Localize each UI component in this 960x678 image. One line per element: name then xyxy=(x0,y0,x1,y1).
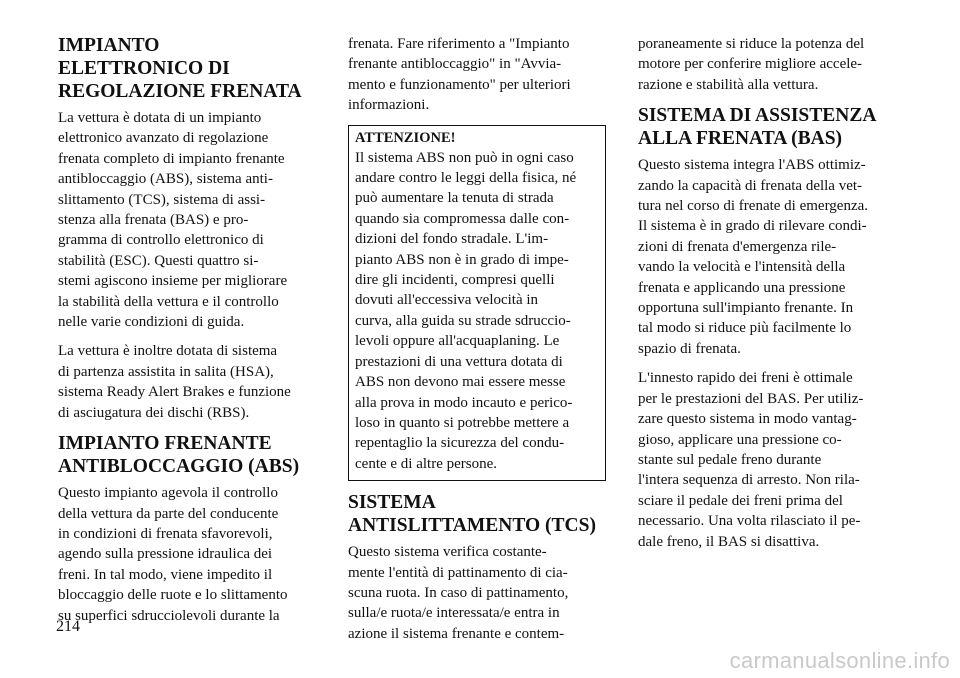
heading-abs: IMPIANTO FRENANTE ANTIBLOCCAGGIO (ABS) xyxy=(58,433,300,478)
column-2 xyxy=(348,34,606,653)
heading-electronic-brake-control: IMPIANTO ELETTRONICO DI REGOLAZIONE FRENATA xyxy=(58,35,302,102)
watermark: carmanualsonline.info xyxy=(729,648,950,673)
warning-title: ATTENZIONE! xyxy=(355,129,456,146)
heading-bas: SISTEMA DI ASSISTENZA ALLA FRENATA (BAS) xyxy=(638,105,877,150)
paragraph-electronic-brake-intro: La vettura è dotata di un impianto elettronico avanzato di regolazione frenata completo di impianto frenante antibloccaggio (ABS), sistema anti- slittamento (TCS), sistema di assi- stenza alla frenata (BAS) e pro- gramma di controllo elettronico di stabilità (ESC). Questi quattro si- stemi agiscono insieme per migliorare la stabilità della vettura e il controllo nelle varie condizioni di guida. xyxy=(58,110,288,331)
warning-text: Il sistema ABS non può in ogni caso andare contro le leggi della fisica, né può aumentare la tenuta di strada quando sia compromessa dalle con- dizioni del fondo stradale. L'im- pianto ABS non è in grado di impe- dire gli incidenti, compresi quelli dovuti all'eccessiva velocità in curva, alla guida su strade sdruccio- levoli oppure all'acquaplaning. Le prestazioni di una vettura dotata di ABS non devono mai essere messe alla prova in modo incauto e perico- loso in quanto si potrebbe mettere a repentaglio la sicurezza del condu- cente e di altre persone. xyxy=(355,149,577,472)
column-1 xyxy=(58,34,316,635)
paragraph-electronic-brake-extra: La vettura è inoltre dotata di sistema di partenza assistita in salita (HSA), sistema Ready Alert Brakes e funzione di asciugatura dei dischi (RBS). xyxy=(58,343,291,421)
paragraph-tcs-part2: poraneamente si riduce la potenza del motore per conferire migliore accele- razione e stabilità alla vettura. xyxy=(638,36,865,93)
paragraph-bas-1: Questo sistema integra l'ABS ottimiz- zando la capacità di frenata della vet- tura nel corso di frenate di emergenza. Il sistema è in grado di rilevare condi- zioni di frenata d'emergenza rile- vando la velocità e l'intensità della frenata e applicando una pressione opportuna sull'impianto frenante. In tal modo si riduce più facilmente lo spazio di frenata. xyxy=(638,157,869,357)
paragraph-tcs-part1: Questo sistema verifica costante- mente l'entità di pattinamento di cia- scuna ruota. In caso di pattinamento, sulla/e ruota/e interessata/e entra in azione il sistema frenante e contem- xyxy=(348,544,569,642)
paragraph-bas-2: L'innesto rapido dei freni è ottimale per le prestazioni del BAS. Per utiliz- zare questo sistema in modo vantag- gioso, applicare una pressione co- stante sul pedale freno durante l'intera sequenza di arresto. Non rila- sciare il pedale dei freni prima del necessario. Una volta rilasciato il pe- dale freno, il BAS si disattiva. xyxy=(638,370,864,550)
page-number: 214 xyxy=(56,618,80,635)
paragraph-abs-part1: Questo impianto agevola il controllo della vettura da parte del conducente in condizioni di frenata sfavorevoli, agendo sulla pressione idraulica dei freni. In tal modo, viene impedito il bloccaggio delle ruote e lo slittamento su superfici sdrucciolevoli durante la xyxy=(58,485,288,624)
warning-box xyxy=(348,125,606,482)
column-3 xyxy=(638,34,896,561)
heading-tcs: SISTEMA ANTISLITTAMENTO (TCS) xyxy=(348,492,596,537)
paragraph-abs-part2: frenata. Fare riferimento a "Impianto frenante antibloccaggio" in "Avvia- mento e funzionamento" per ulteriori informazioni. xyxy=(348,36,571,114)
